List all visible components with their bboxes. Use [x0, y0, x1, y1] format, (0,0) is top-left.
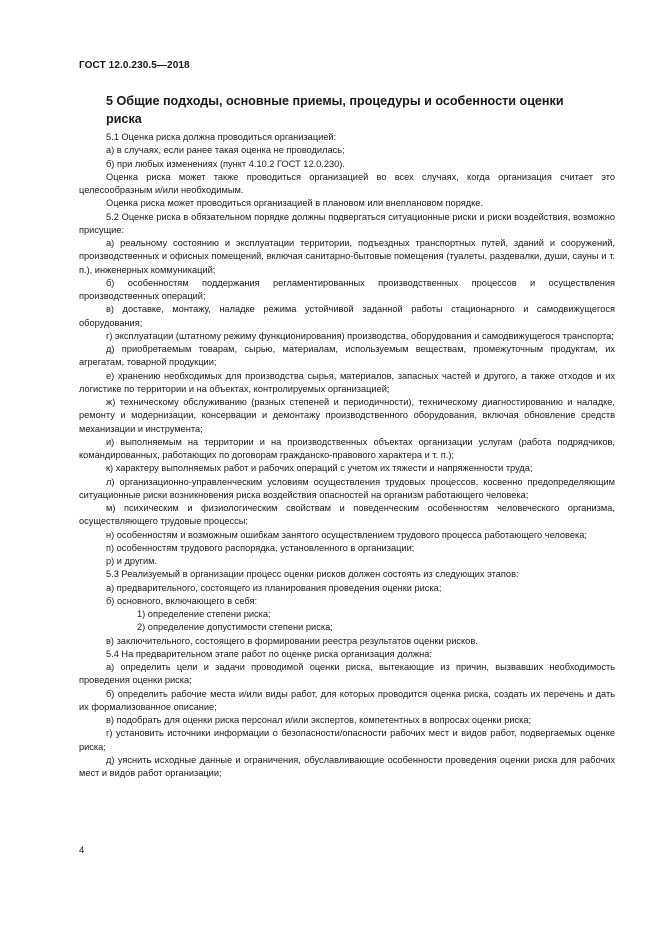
paragraph: 1) определение степени риска;	[137, 609, 271, 619]
page-number: 4	[79, 845, 85, 856]
paragraph: 5.3 Реализуемый в организации процесс оценки рисков должен состоять из следующих этапов:	[106, 569, 519, 580]
paragraph: Оценка риска может проводиться организацией в плановом или внеплановом порядке.	[106, 198, 484, 209]
paragraph: е) хранению необходимых для производства сырья, материалов, запасных частей и другого, а также отходов и их логистике по территории и на объектах, контролируемых организацией;	[79, 370, 615, 394]
paragraph: 5.1 Оценка риска должна проводиться организацией:	[106, 132, 337, 142]
paragraph: 2) определение допустимости степени риска;	[137, 622, 333, 633]
paragraph: д) приобретаемым товарам, сырью, материалам, используемым веществам, промежуточным продуктам, их агрегатам, товарной продукции;	[79, 344, 615, 368]
paragraph: н) особенностям и возможным ошибкам занятого осуществлением трудового процесса работающего человека;	[106, 529, 587, 540]
paragraph: в) заключительного, состоящего в формировании реестра результатов оценки рисков.	[106, 635, 478, 646]
paragraph: г) установить источники информации о безопасности/опасности рабочих мест и видов работ, подвергаемых оценке риска;	[79, 728, 615, 752]
paragraph: б) определить рабочие места и/или виды работ, для которых проводится оценка риска, создать их перечень и дать их формализованное описание;	[79, 688, 615, 712]
paragraph: в) подобрать для оценки риска персонал и/или экспертов, компетентных в вопросах оценки риска;	[106, 715, 532, 725]
paragraph: 5.2 Оценке риска в обязательном порядке должны подвергаться ситуационные риски и риски воздействия, возможно присущие:	[79, 211, 615, 235]
document-header: ГОСТ 12.0.230.5—2018	[79, 60, 190, 71]
paragraph: 5.4 На предварительном этапе работ по оценке риска организация должна:	[106, 648, 432, 659]
section-title: 5 Общие подходы, основные приемы, процедуры и особенности оценки риска	[106, 94, 564, 126]
paragraph: б) при любых изменениях (пункт 4.10.2 ГОСТ 12.0.230).	[106, 158, 345, 169]
paragraph: р) и другим.	[106, 556, 158, 566]
paragraph: к) характеру выполняемых работ и рабочих операций с учетом их тяжести и напряженности труда;	[106, 463, 533, 474]
body-text	[79, 131, 615, 780]
paragraph: б) основного, включающего в себя:	[106, 595, 258, 606]
paragraph: б) особенностям поддержания регламентированных производственных процессов и осуществления производственных операций;	[79, 277, 615, 301]
paragraph: в) доставке, монтажу, наладке режима устойчивой заданной работы стационарного и самодвижущегося оборудования;	[79, 304, 615, 328]
paragraph: д) уяснить исходные данные и ограничения, обуславливающие особенности проведения оценки риска для рабочих мест и видов работ организации;	[79, 754, 615, 778]
paragraph: а) предварительного, состоящего из планирования проведения оценки риска;	[106, 582, 442, 593]
paragraph: п) особенностям трудового распорядка, установленного в организации;	[106, 542, 415, 553]
paragraph: и) выполняемым на территории и на производственных объектах организации услугам (работа подрядчиков, командированных, работающих по договорам гражданско-правового характера и т. п.);	[79, 436, 615, 460]
paragraph: ж) техническому обслуживанию (разных степеней и периодичности), техническому диагностированию и наладке, ремонту и модернизации, консервации и демонтажу производственного оборудования, включая обновление средств механизации и инструмента;	[79, 397, 615, 434]
paragraph: а) определить цели и задачи проводимой оценки риска, вытекающие из причин, вызвавших необходимость проведения оценки риска;	[79, 662, 615, 686]
paragraph: а) в случаях, если ранее такая оценка не проводилась;	[106, 145, 345, 156]
paragraph: а) реальному состоянию и эксплуатации территории, подъездных транспортных путей, зданий и сооружений, производственных и офисных помещений, включая санитарно-бытовые помещения (туалеты, раздевалки, души, сауны и т. п.), инженерных коммуникаций;	[79, 238, 615, 275]
paragraph: л) организационно-управленческим условиям осуществления трудовых процессов, косвенно предопределяющим ситуационные риски возникновения риска воздействия опасностей на организм работающего человека;	[79, 476, 615, 500]
paragraph: м) психическим и физиологическим свойствам и поведенческим особенностям человеческого организма, осуществляющего трудовые процессы;	[79, 503, 615, 527]
paragraph: Оценка риска может также проводиться организацией во всех случаях, когда организация считает это целесообразным и/или необходимым.	[79, 171, 615, 195]
paragraph: г) эксплуатации (штатному режиму функционирования) производства, оборудования и самодвижущегося транспорта;	[106, 330, 614, 341]
